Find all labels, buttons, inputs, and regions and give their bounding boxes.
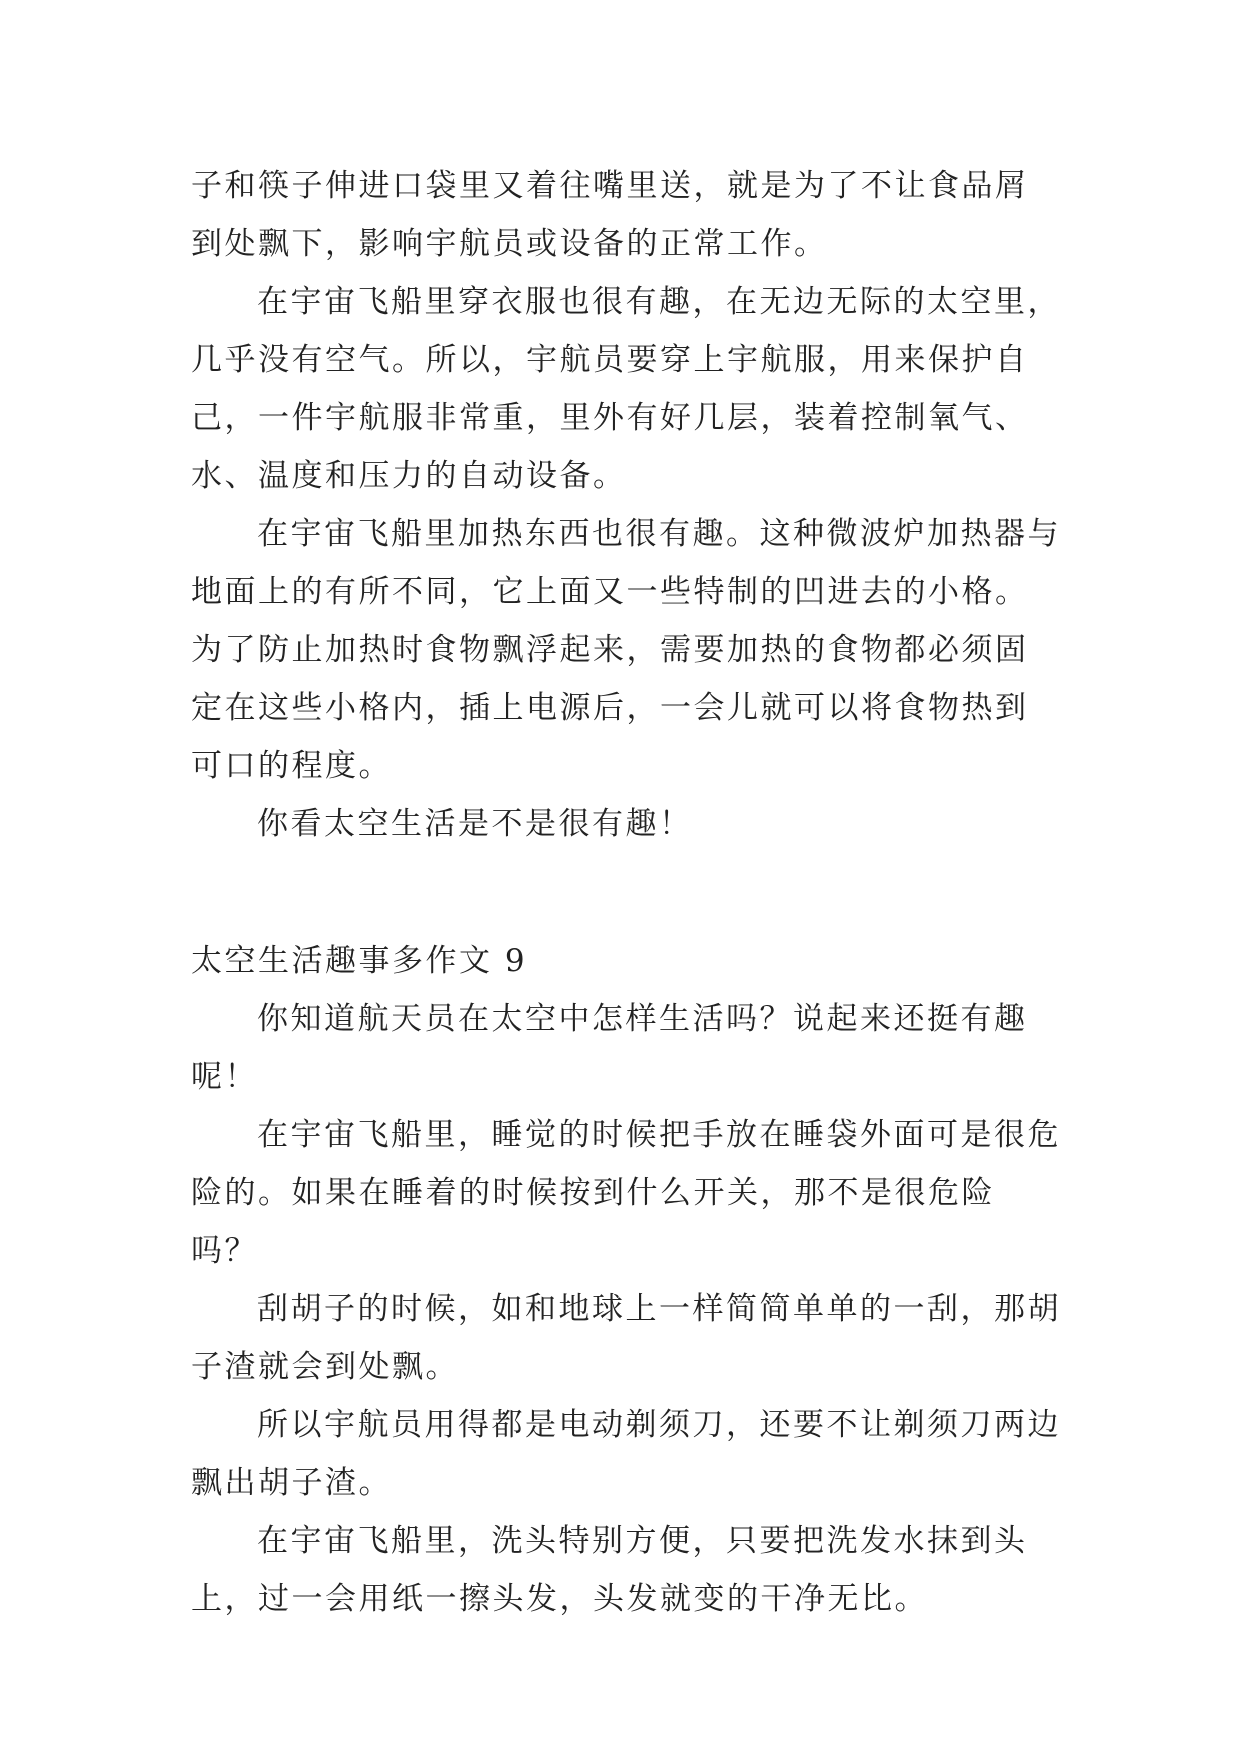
paragraph-clothing: 在宇宙飞船里穿衣服也很有趣，在无边无际的太空里，几乎没有空气。所以，宇航员要穿上宇航服，用来保护自己，一件宇航服非常重，里外有好几层，装着控制氧气、水、温度和压力的自动设备。 [191,284,1061,494]
section-heading: 太空生活趣事多作文 9 [191,943,528,979]
essay-continuation [191,157,1061,853]
paragraph-heating: 在宇宙飞船里加热东西也很有趣。这种微波炉加热器与地面上的有所不同，它上面又一些特制的凹进去的小格。为了防止加热时食物飘浮起来，需要加热的食物都必须固定在这些小格内，插上电源后，一会儿就可以将食物热到可口的程度。 [191,516,1061,784]
paragraph-continued: 子和筷子伸进口袋里又着往嘴里送，就是为了不让食品屑到处飘下，影响宇航员或设备的正常工作。 [191,168,1029,262]
paragraph-intro: 你知道航天员在太空中怎样生活吗？说起来还挺有趣呢！ [191,1001,1028,1095]
essay-section-9 [191,932,1061,1628]
paragraph-sleeping: 在宇宙飞船里，睡觉的时候把手放在睡袋外面可是很危险的。如果在睡着的时候按到什么开关，那不是很危险吗？ [191,1117,1061,1269]
paragraph-hair-washing: 在宇宙飞船里，洗头特别方便，只要把洗发水抹到头上，过一会用纸一擦头发，头发就变的干净无比。 [191,1523,1028,1617]
paragraph-shaving: 刮胡子的时候，如和地球上一样简简单单的一刮，那胡子渣就会到处飘。 [191,1291,1061,1385]
paragraph-razor: 所以宇航员用得都是电动剃须刀，还要不让剃须刀两边飘出胡子渣。 [191,1407,1061,1501]
paragraph-conclusion: 你看太空生活是不是很有趣！ [257,806,693,842]
